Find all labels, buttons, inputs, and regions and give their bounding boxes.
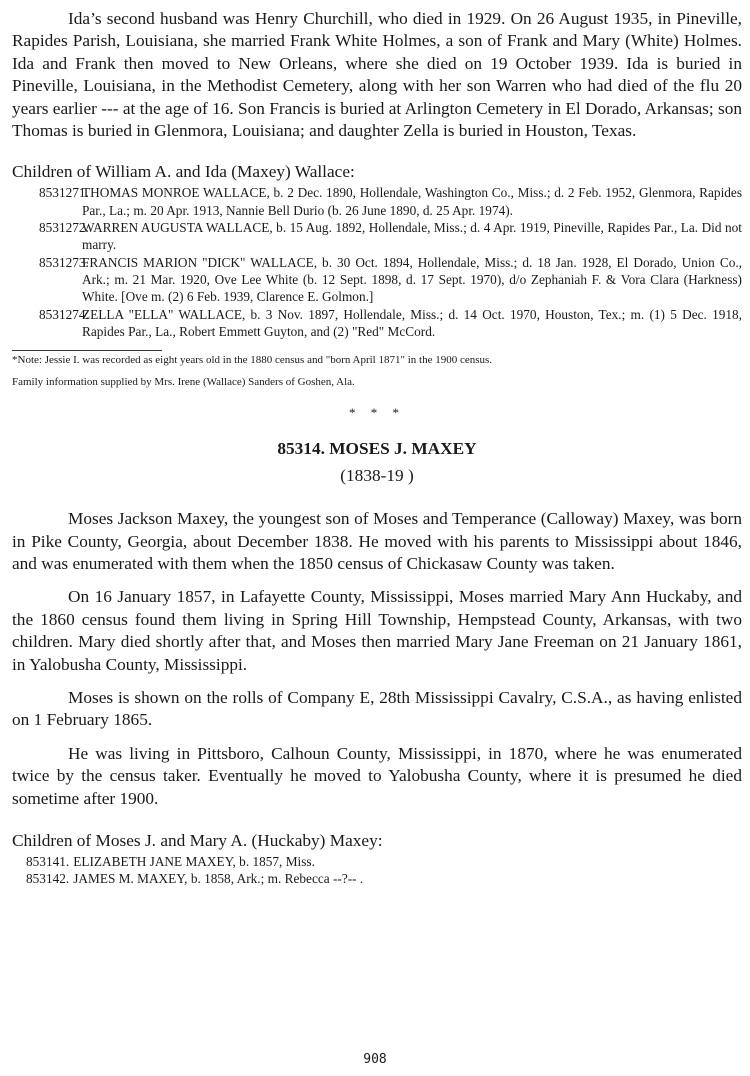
body-paragraph: Moses is shown on the rolls of Company E, 28th Mississippi Cavalry, C.S.A., as having enlisted on 1 February 1865.	[12, 687, 742, 730]
child-number: 8531271.	[39, 185, 89, 201]
child-entry: THOMAS MONROE WALLACE, b. 2 Dec. 1890, Hollendale, Washington Co., Miss.; d. 2 Feb. 1952, Glenmora, Rapides Par., La.; m. 20 Apr. 1913, Nannie Bell Durio (b. 26 June 1890, d. 25 Apr. 1974).	[82, 185, 742, 218]
section-separator: * * *	[349, 405, 405, 421]
list-item	[12, 219, 742, 254]
body-paragraph: Moses Jackson Maxey, the youngest son of Moses and Temperance (Calloway) Maxey, was born in Pike County, Georgia, about December 1838. He moved with his parents to Mississippi about 1846, and was enumerated with them when the 1850 census of Chickasaw County was taken.	[12, 509, 742, 573]
list-item	[12, 870, 742, 887]
child-number: 8531274.	[39, 306, 89, 322]
children-heading-wallace: Children of William A. and Ida (Maxey) Wallace:	[12, 162, 355, 182]
document-page	[12, 8, 742, 888]
child-entry: FRANCIS MARION "DICK" WALLACE, b. 30 Oct. 1894, Hollendale, Miss.; d. 18 Jan. 1928, El Dorado, Union Co., Ark.; m. 21 Mar. 1920, Ove Lee White (b. 12 Sept. 1898, d. 17 Sept. 1970), d/o Zephaniah F. & Vora Clara (Harkness) White. [Ove m. (2) 6 Feb. 1939, Clarence E. Golmon.]	[82, 254, 742, 305]
section-title: 85314. MOSES J. MAXEY	[277, 439, 477, 459]
child-entry: ZELLA "ELLA" WALLACE, b. 3 Nov. 1897, Hollendale, Miss.; d. 14 Oct. 1970, Houston, Tex.; m. (1) 5 Dec. 1918, Rapides Par., La., Robert Emmett Guyton, and (2) "Red" McCord.	[82, 306, 742, 339]
children-heading-maxey: Children of Moses J. and Mary A. (Huckaby) Maxey:	[12, 830, 383, 850]
list-item	[12, 306, 742, 341]
body-paragraph: On 16 January 1857, in Lafayette County, Mississippi, Moses married Mary Ann Huckaby, and the 1860 census found them living in Spring Hill Township, Hempstead County, Arkansas, with two children. Mary died shortly after that, and Moses then married Mary Jane Freeman on 21 January 1861, in Yalobusha County, Mississippi.	[12, 587, 742, 674]
list-item	[12, 254, 742, 306]
child-entry: JAMES M. MAXEY, b. 1858, Ark.; m. Rebecca --?-- .	[73, 871, 364, 887]
footnote-divider	[12, 350, 162, 351]
child-number: 8531273.	[39, 254, 89, 270]
page-number: 908	[363, 1052, 387, 1067]
footnote: *Note: Jessie I. was recorded as eight years old in the 1880 census and "born April 1871" in the 1900 census.	[12, 354, 493, 367]
intro-paragraph: Ida’s second husband was Henry Churchill, who died in 1929. On 26 August 1935, in Pineville, Rapides Parish, Louisiana, she married Frank White Holmes, a son of Frank and Mary (White) Holmes. Ida and Frank then moved to New Orleans, where she died on 19 October 1939. Ida is buried in Pineville, Louisiana, in the Methodist Cemetery, along with her son Warren who had died of the flu 20 years earlier --- at the age of 16. Son Francis is buried at Arlington Cemetery in El Dorado, Arkansas; son Thomas is buried in Glenmora, Louisiana; and daughter Zella is buried in Houston, Texas.	[12, 9, 742, 141]
list-item	[12, 853, 742, 870]
list-item	[12, 184, 742, 219]
children-list-wallace	[12, 184, 742, 340]
children-list-maxey	[12, 853, 742, 888]
child-number: 853141.	[26, 853, 70, 869]
section-dates: (1838-19 )	[340, 466, 414, 486]
child-number: 853142.	[26, 871, 70, 887]
body-paragraph: He was living in Pittsboro, Calhoun County, Mississippi, in 1870, where he was enumerated twice by the census taker. Eventually he moved to Yalobusha County, where it is presumed he died sometime after 1900.	[12, 743, 742, 808]
child-number: 8531272.	[39, 220, 89, 236]
child-entry: ELIZABETH JANE MAXEY, b. 1857, Miss.	[73, 853, 315, 869]
child-entry: WARREN AUGUSTA WALLACE, b. 15 Aug. 1892, Hollendale, Miss.; d. 4 Apr. 1919, Pineville, Rapides Par., La. Did not marry.	[82, 220, 742, 253]
family-info-note: Family information supplied by Mrs. Irene (Wallace) Sanders of Goshen, Ala.	[12, 376, 355, 389]
